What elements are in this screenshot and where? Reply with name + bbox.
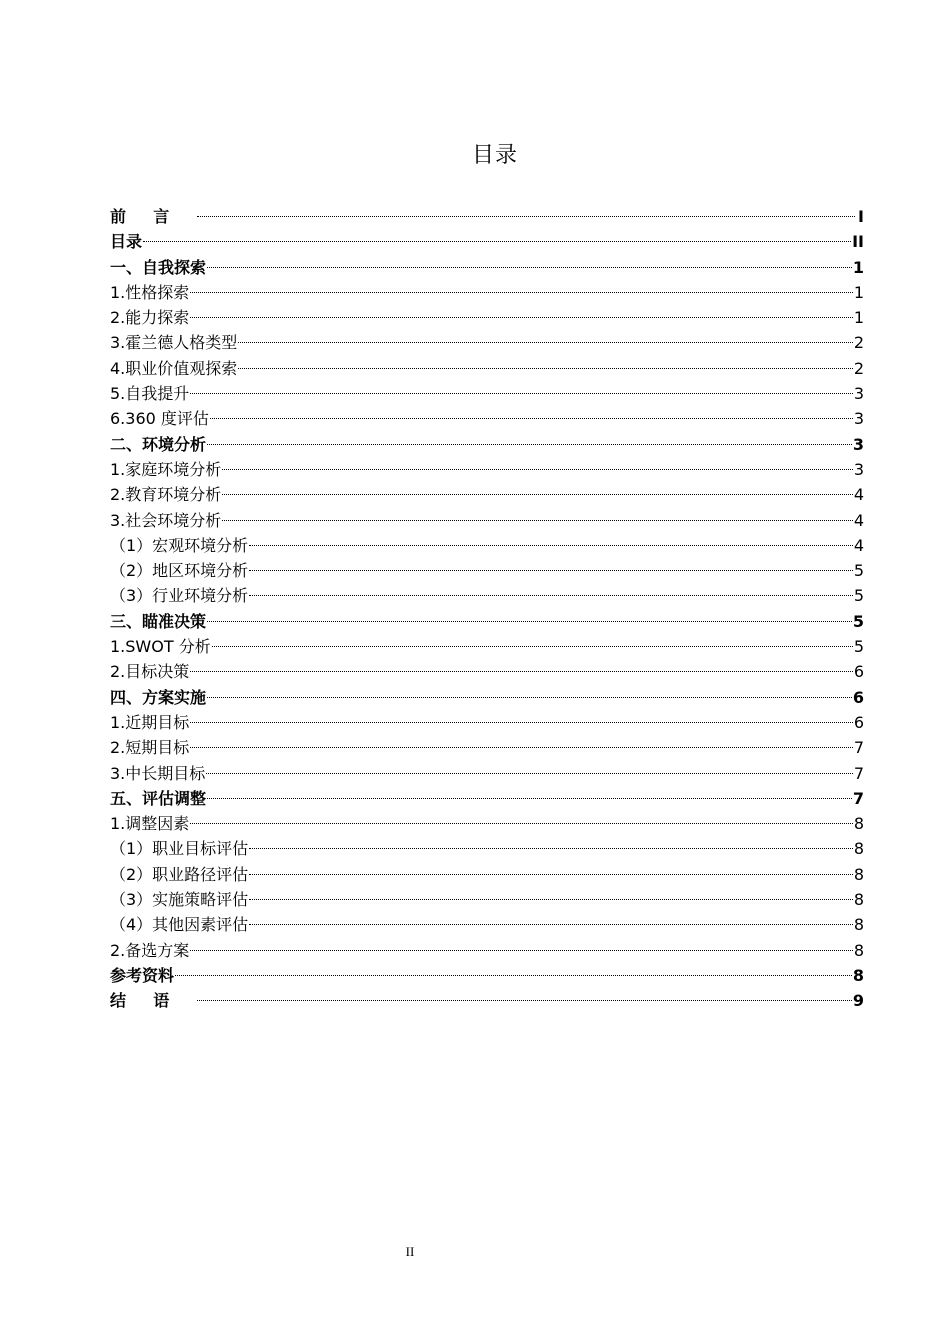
toc-entry[interactable] (110, 887, 864, 912)
toc-dot-leader (249, 570, 853, 571)
toc-dot-leader (212, 646, 853, 647)
toc-entry[interactable] (110, 229, 864, 254)
toc-entry-label: （1）职业目标评估 (110, 839, 249, 859)
toc-entry-page: 7 (853, 738, 864, 758)
toc-entry[interactable] (110, 912, 864, 937)
toc-entry-label: 目录 (110, 232, 143, 252)
toc-entry[interactable] (110, 280, 864, 305)
toc-dot-leader (207, 697, 852, 698)
toc-dot-leader (190, 950, 853, 951)
toc-entry-page: 6 (853, 662, 864, 682)
toc-entry-page: 8 (853, 940, 864, 960)
toc-entry-label: 一、自我探索 (110, 257, 207, 277)
toc-entry[interactable] (110, 381, 864, 406)
toc-entry-label: 3.中长期目标 (110, 763, 206, 783)
table-of-contents (110, 204, 864, 1014)
toc-entry[interactable] (110, 659, 864, 684)
toc-entry-label: （4）其他因素评估 (110, 915, 249, 935)
toc-entry[interactable] (110, 761, 864, 786)
toc-entry-page: 1 (853, 282, 864, 302)
toc-entry-label: 五、评估调整 (110, 788, 207, 808)
toc-entry[interactable] (110, 735, 864, 760)
toc-dot-leader (143, 241, 851, 242)
toc-entry[interactable] (110, 583, 864, 608)
toc-entry-label: 参考资料 (110, 965, 175, 985)
toc-dot-leader (190, 317, 853, 318)
toc-entry[interactable] (110, 255, 864, 280)
toc-entry-label: （1）宏观环境分析 (110, 535, 249, 555)
toc-entry-label: 3.霍兰德人格类型 (110, 333, 238, 353)
toc-entry-label: 二、环境分析 (110, 434, 207, 454)
toc-dot-leader (249, 545, 853, 546)
toc-entry-label: 1.SWOT 分析 (110, 637, 211, 657)
toc-dot-leader (249, 874, 853, 875)
toc-entry-label: 5.自我提升 (110, 384, 190, 404)
toc-entry[interactable] (110, 786, 864, 811)
toc-entry[interactable] (110, 508, 864, 533)
toc-entry-page: 3 (853, 384, 864, 404)
page-title: 目录 (471, 143, 518, 168)
toc-entry-page: 2 (853, 333, 864, 353)
toc-dot-leader (222, 494, 853, 495)
toc-entry-page: 4 (853, 510, 864, 530)
toc-entry-page: 8 (853, 915, 864, 935)
toc-entry[interactable] (110, 963, 864, 988)
toc-entry-label: 1.性格探索 (110, 282, 190, 302)
toc-dot-leader (210, 418, 853, 419)
toc-dot-leader (206, 773, 853, 774)
toc-dot-leader (222, 469, 853, 470)
toc-entry-page: 3 (853, 409, 864, 429)
toc-entry-page: II (852, 232, 864, 252)
toc-dot-leader (190, 292, 853, 293)
toc-entry[interactable] (110, 710, 864, 735)
toc-entry-page: 5 (853, 561, 864, 581)
toc-entry[interactable] (110, 634, 864, 659)
toc-entry-label: 结语 (110, 991, 197, 1011)
toc-entry-page: 8 (853, 864, 864, 884)
toc-entry-page: I (858, 207, 864, 226)
toc-entry[interactable] (110, 432, 864, 457)
toc-entry[interactable] (110, 609, 864, 634)
toc-dot-leader (238, 368, 853, 369)
toc-entry-label: （3）行业环境分析 (110, 586, 249, 606)
toc-entry[interactable] (110, 305, 864, 330)
toc-dot-leader (222, 520, 853, 521)
toc-entry-page: 8 (853, 839, 864, 859)
toc-entry-page: 8 (853, 890, 864, 910)
toc-entry-label: 1.近期目标 (110, 712, 190, 732)
toc-entry[interactable] (110, 406, 864, 431)
toc-entry[interactable] (110, 862, 864, 887)
toc-entry[interactable] (110, 558, 864, 583)
toc-entry-page: 3 (853, 459, 864, 479)
toc-entry[interactable] (110, 988, 864, 1013)
toc-entry-label: （3）实施策略评估 (110, 890, 249, 910)
toc-entry-page: 6 (852, 687, 864, 707)
toc-entry-label: 1.调整因素 (110, 814, 190, 834)
toc-entry[interactable] (110, 356, 864, 381)
toc-entry-page: 7 (852, 788, 864, 808)
toc-entry[interactable] (110, 533, 864, 558)
toc-dot-leader (190, 747, 853, 748)
toc-dot-leader (197, 1000, 851, 1001)
toc-dot-leader (197, 216, 855, 217)
toc-dot-leader (207, 444, 852, 445)
toc-entry-page: 4 (853, 485, 864, 505)
toc-entry-label: （2）职业路径评估 (110, 864, 249, 884)
footer-page-number: II (405, 1244, 415, 1259)
toc-entry-label: 2.教育环境分析 (110, 485, 222, 505)
toc-entry-label: 2.短期目标 (110, 738, 190, 758)
toc-entry-page: 8 (852, 965, 864, 985)
toc-entry-label: 四、方案实施 (110, 687, 207, 707)
toc-entry[interactable] (110, 685, 864, 710)
toc-entry[interactable] (110, 204, 864, 229)
toc-dot-leader (249, 595, 853, 596)
toc-entry-label: 1.家庭环境分析 (110, 459, 222, 479)
toc-entry-page: 5 (853, 637, 864, 657)
toc-entry-page: 1 (852, 257, 864, 277)
toc-entry[interactable] (110, 811, 864, 836)
toc-dot-leader (190, 823, 853, 824)
toc-entry-label: 2.备选方案 (110, 940, 190, 960)
toc-entry[interactable] (110, 330, 864, 355)
toc-entry[interactable] (110, 836, 864, 861)
toc-entry[interactable] (110, 457, 864, 482)
toc-entry-label: 前言 (110, 207, 197, 226)
toc-dot-leader (190, 393, 853, 394)
toc-dot-leader (190, 722, 853, 723)
toc-entry-label: 2.目标决策 (110, 662, 190, 682)
toc-dot-leader (207, 621, 852, 622)
toc-entry-label: 2.能力探索 (110, 308, 190, 328)
toc-entry-page: 5 (853, 586, 864, 606)
toc-dot-leader (190, 671, 853, 672)
toc-entry-page: 4 (853, 535, 864, 555)
toc-entry-label: 3.社会环境分析 (110, 510, 222, 530)
toc-entry-label: 4.职业价值观探索 (110, 358, 238, 378)
toc-entry[interactable] (110, 938, 864, 963)
toc-entry-page: 2 (853, 358, 864, 378)
toc-dot-leader (175, 975, 852, 976)
toc-dot-leader (249, 848, 853, 849)
toc-entry-label: 6.360 度评估 (110, 409, 209, 429)
toc-dot-leader (207, 267, 852, 268)
toc-entry-page: 5 (852, 611, 864, 631)
toc-dot-leader (238, 342, 853, 343)
toc-entry-page: 3 (852, 434, 864, 454)
toc-dot-leader (207, 798, 852, 799)
toc-dot-leader (249, 899, 853, 900)
toc-entry[interactable] (110, 482, 864, 507)
toc-entry-label: （2）地区环境分析 (110, 561, 249, 581)
toc-entry-page: 1 (853, 308, 864, 328)
toc-entry-page: 9 (852, 991, 864, 1011)
toc-entry-page: 6 (853, 712, 864, 732)
toc-entry-label: 三、瞄准决策 (110, 611, 207, 631)
toc-entry-page: 8 (853, 814, 864, 834)
toc-dot-leader (249, 924, 853, 925)
toc-entry-page: 7 (853, 763, 864, 783)
